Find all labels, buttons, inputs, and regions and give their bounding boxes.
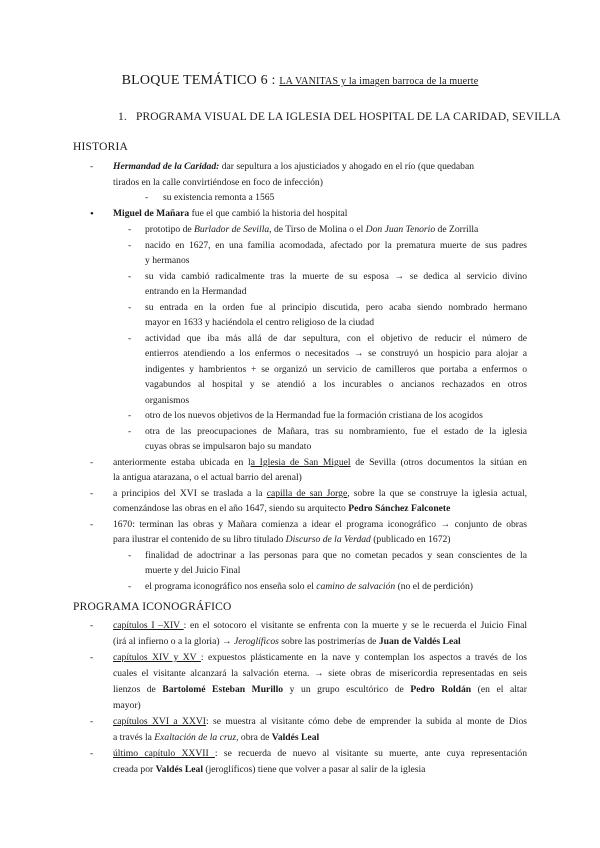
list-item: 1670: terminan las obras y Mañara comienza a idear el programa iconográfico → conjunto de obras [113, 519, 527, 530]
sub-list-item-cont: entrando en la Hermandad [145, 286, 247, 297]
sub-list-item-cont: vagabundos al hospital y se atendió a los incurables o ancianos rechazados en otros [145, 379, 527, 390]
list-dash: - [128, 550, 132, 561]
list-item-cont: para ilustrar el contenido de su libro titulado Discurso de la Verdad (publicado en 1672) [113, 534, 451, 545]
page-title [0, 73, 600, 89]
sub-list-item: otro de los nuevos objetivos de la Hermandad fue la formación cristiana de los acogidos [145, 410, 483, 421]
section-heading [118, 111, 561, 123]
list-item: a principios del XVI se traslada a la capilla de san Jorge, sobre la que se construye la iglesia actual, [113, 488, 528, 499]
sub-list-item: el programa iconográfico nos enseña solo el camino de salvación (no el de perdición) [145, 581, 473, 592]
list-item: capítulos XIV y XV : expuestos plásticamente en la nave y contemplan los aspectos a través de los [113, 652, 527, 663]
list-item-cont: (irá al infierno o a la gloria) → Jeroglíficos sobre las postrimerías de Juan de Valdés Leal [113, 636, 461, 647]
sub-list-item: su existencia remonta a 1565 [163, 192, 275, 203]
sub-list-item-cont: entierros atendiendo a los enfermos o necesitados → se construyó un hospicio para alojar a [145, 348, 527, 359]
list-dash: - [128, 333, 132, 344]
list-item: anteriormente estaba ubicada en la Iglesia de San Miguel de Sevilla (otros documentos la sitúan en [113, 457, 527, 468]
list-dash: - [90, 161, 94, 172]
list-item: último capítulo XXVII : se recuerda de nuevo al visitante su muerte, ante cuya representación [113, 748, 527, 759]
list-dash: - [90, 652, 94, 663]
list-dash: - [145, 192, 149, 203]
sub-list-item: nacido en 1627, en una familia acomodada, afectado por la prematura muerte de sus padres [145, 240, 527, 251]
list-dash: - [128, 271, 132, 282]
list-item-cont: creada por Valdés Leal (jeroglíficos) tiene que volver a pasar al salir de la iglesia [113, 764, 426, 775]
sub-list-item-cont: y hermanos [145, 255, 190, 266]
sub-list-item-cont: mayor en 1633 y haciéndola el centro religioso de la ciudad [145, 317, 375, 328]
list-dash: - [90, 716, 94, 727]
bullet-marker: • [90, 208, 94, 220]
sub-list-item: prototipo de Burlador de Sevilla, de Tirso de Molina o el Don Juan Tenorio de Zorrilla [145, 224, 479, 235]
list-dash: - [90, 748, 94, 759]
list-dash: - [90, 488, 94, 499]
sub-list-item-cont: indigentes y hambrientos + se organizó un servicio de camilleros que portaba a enfermos o [145, 364, 527, 375]
list-item-cont: lienzos de Bartolomé Esteban Murillo y un grupo escultórico de Pedro Roldán (en el altar [113, 684, 527, 695]
section-number: 1. [118, 111, 127, 123]
sub-list-item: su vida cambió radicalmente tras la muerte de su esposa → se dedica al servicio divino [145, 271, 527, 282]
sub-list-item-cont: organismos [145, 395, 190, 406]
list-dash: - [90, 620, 94, 631]
list-item: Hermandad de la Caridad: dar sepultura a los ajusticiados y ahogado en el río (que quedaban [113, 161, 475, 172]
list-dash: - [90, 457, 94, 468]
list-dash: - [128, 581, 132, 592]
list-dash: - [128, 302, 132, 313]
list-item: Miguel de Mañara fue el que cambió la historia del hospital [113, 208, 348, 219]
programa-heading: PROGRAMA ICONOGRÁFICO [73, 601, 232, 613]
sub-list-item-cont: muerte y del Juicio Final [145, 565, 241, 576]
sub-list-item: finalidad de adoctrinar a las personas para que no cometan pecados y sean conscientes de la [145, 550, 527, 561]
list-dash: - [128, 224, 132, 235]
list-item-cont: comenzándose las obras en el año 1647, siendo su arquitecto Pedro Sánchez Falconete [113, 503, 451, 514]
list-item-cont: mayor) [113, 700, 141, 711]
sub-list-item-cont: cuyas obras se impulsaron bajo su mandato [145, 441, 312, 452]
sub-list-item: actividad que iba más allá de dar sepultura, con el objetivo de reducir el número de [145, 333, 527, 344]
title-main: BLOQUE TEMÁTICO 6 : [121, 73, 280, 88]
list-dash: - [128, 240, 132, 251]
list-item-cont: a través la Exaltación de la cruz, obra de Valdés Leal [113, 732, 320, 743]
list-item-cont: tirados en la calle convirtiéndose en foco de infección) [113, 177, 323, 188]
sub-list-item: otra de las preocupaciones de Mañara, tras su nombramiento, fue el estado de la iglesia [145, 426, 527, 437]
list-item: capítulos XVI a XXVI: se muestra al visitante cómo debe de emprender la subida al monte de Dios [113, 716, 527, 727]
list-item: capítulos I –XIV : en el sotocoro el visitante se enfrenta con la muerte y se le recuerda el Juicio Final [113, 620, 527, 631]
list-item-cont: cuales el visitante alcanzará la salvación eterna. → siete obras de misericordia representadas en seis [113, 668, 527, 679]
list-dash: - [128, 410, 132, 421]
historia-heading: HISTORIA [73, 141, 129, 153]
title-subtitle: LA VANITAS y la imagen barroca de la muerte [279, 76, 479, 87]
sub-list-item: su entrada en la orden fue al principio discutida, pero acaba siendo nombrado hermano [145, 302, 527, 313]
list-item-cont: la antigua atarazana, o el actual barrio del arenal) [113, 472, 302, 483]
list-dash: - [90, 519, 94, 530]
section-title: PROGRAMA VISUAL DE LA IGLESIA DEL HOSPITAL DE LA CARIDAD, SEVILLA [135, 111, 561, 123]
list-dash: - [128, 426, 132, 437]
